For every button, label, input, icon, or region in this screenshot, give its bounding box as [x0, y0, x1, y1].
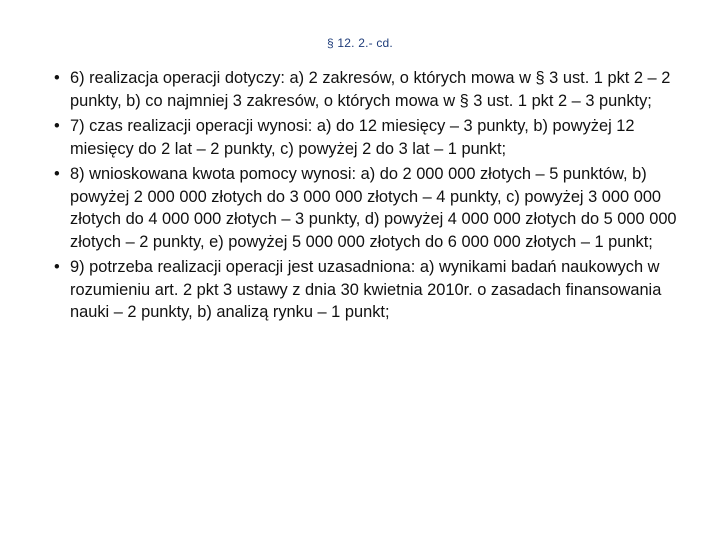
bullet-marker: • [54, 69, 60, 87]
bullet-item-7 [54, 115, 694, 160]
bullet-marker: • [54, 117, 60, 135]
bullet-marker: • [54, 165, 60, 183]
bullet-list [54, 67, 694, 327]
slide-title: § 12. 2.- cd. [327, 36, 393, 50]
bullet-item-8 [54, 163, 694, 253]
bullet-text: 8) wnioskowana kwota pomocy wynosi: a) do 2 000 000 złotych – 5 punktów, b) powyżej 2 000 000 złotych do 3 000 000 złotych – 4 punkty, c) powyżej 3 000 000 złotych do 4 000 000 złotych – 3 punkty, d) powyżej 4 000 000 złotych do 5 000 000 złotych – 2 punkty, e) powyżej 5 000 000 złotych do 6 000 000 złotych – 1 punkt; [70, 165, 677, 251]
bullet-item-9 [54, 256, 694, 324]
bullet-text: 6) realizacja operacji dotyczy: a) 2 zakresów, o których mowa w § 3 ust. 1 pkt 2 – 2 punkty, b) co najmniej 3 zakresów, o których mowa w § 3 ust. 1 pkt 2 – 3 punkty; [70, 69, 671, 110]
bullet-item-6 [54, 67, 694, 112]
bullet-text: 7) czas realizacji operacji wynosi: a) do 12 miesięcy – 3 punkty, b) powyżej 12 miesięcy do 2 lat – 2 punkty, c) powyżej 2 do 3 lat – 1 punkt; [70, 117, 635, 158]
bullet-text: 9) potrzeba realizacji operacji jest uzasadniona: a) wynikami badań naukowych w rozumieniu art. 2 pkt 3 ustawy z dnia 30 kwietnia 2010r. o zasadach finansowania nauki – 2 punkty, b) analizą rynku – 1 punkt; [70, 258, 662, 321]
bullet-marker: • [54, 258, 60, 276]
